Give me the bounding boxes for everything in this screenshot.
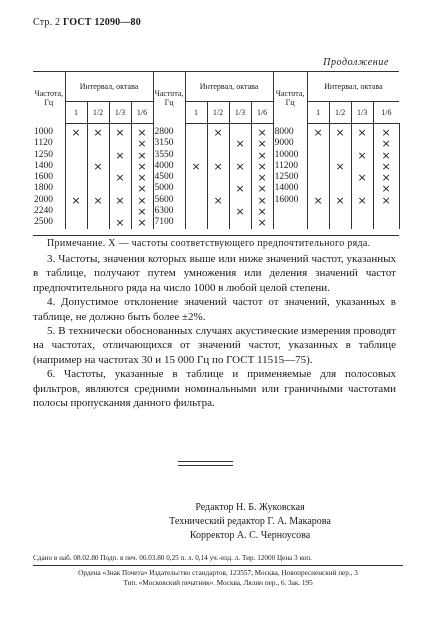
mark-cell: × [131,124,153,139]
publisher-line: Ордена «Знак Почета» Издательство стандартов, 123557, Москва, Новопресненский пер., 3 [78,569,358,577]
mark-cell [65,161,87,172]
mark-cell: × [131,138,153,149]
mark-cell: × [251,183,273,194]
freq-cell: 12500 [273,172,307,183]
printer-line: Тип. «Московский печатник». Москва, Лялин пер., 6. Зак. 195 [123,579,313,587]
page-number: Стр. 2 [33,17,61,28]
mark-cell [185,138,207,149]
mark-cell: × [229,138,251,149]
mark-cell: × [207,161,229,172]
imprint [33,553,403,588]
mark-cell: × [307,124,329,139]
mark-cell [307,138,329,149]
mark-cell [185,206,207,217]
mark-cell: × [131,150,153,161]
separator-line [178,465,233,466]
freq-cell: 6300 [153,206,185,217]
interval-subheader: 1/6 [251,102,273,124]
freq-cell: 4000 [153,161,185,172]
mark-cell: × [131,161,153,172]
freq-cell: 16000 [273,195,307,206]
freq-cell: 1800 [33,183,65,194]
mark-cell: × [109,150,131,161]
mark-cell [87,206,109,217]
mark-cell: × [373,138,399,149]
table-row [33,217,399,228]
mark-cell: × [229,206,251,217]
freq-cell: 3550 [153,150,185,161]
freq-cell: 8000 [273,124,307,139]
freq-header: Частота, Гц [153,72,185,124]
mark-cell: × [351,124,373,139]
mark-cell [185,124,207,139]
interval-subheader: 1/3 [109,102,131,124]
interval-subheader: 1/3 [229,102,251,124]
mark-cell [65,138,87,149]
mark-cell: × [351,172,373,183]
mark-cell: × [251,217,273,228]
mark-cell: × [229,161,251,172]
mark-cell [307,206,329,217]
mark-cell [65,217,87,228]
interval-subheader: 1/2 [207,102,229,124]
mark-cell [87,172,109,183]
mark-cell [373,206,399,217]
mark-cell [329,206,351,217]
table-row [33,195,399,206]
freq-cell: 1120 [33,138,65,149]
table-row [33,172,399,183]
freq-cell: 2500 [33,217,65,228]
mark-cell: × [251,161,273,172]
freq-cell: 10000 [273,150,307,161]
table-note: Примечание. X — частоты соответствующего предпочтительного ряда. [47,238,371,249]
mark-cell [207,217,229,228]
mark-cell: × [251,124,273,139]
interval-subheader: 1/2 [87,102,109,124]
mark-cell [87,138,109,149]
interval-header: Интервал, октава [185,72,273,102]
print-details: Сдано в наб. 08.02.80 Подп. в печ. 06.03.80 0,25 п. л. 0,14 уч.-изд. л. Тир. 12000 Цена 3 коп. [33,553,403,566]
mark-cell: × [87,195,109,206]
mark-cell: × [109,172,131,183]
mark-cell [329,172,351,183]
freq-cell: 9000 [273,138,307,149]
mark-cell [65,150,87,161]
mark-cell: × [373,124,399,139]
mark-cell [307,217,329,228]
freq-cell: 14000 [273,183,307,194]
mark-cell [185,183,207,194]
separator-line [178,461,233,462]
paragraph-4: 4. Допустимое отклонение значений частот от значений, указанных в таблице, не должно быть более ±2%. [33,296,396,323]
mark-cell [109,138,131,149]
freq-cell: 1600 [33,172,65,183]
mark-cell: × [373,183,399,194]
table-row [33,138,399,149]
mark-cell [207,138,229,149]
mark-cell: × [65,195,87,206]
freq-header: Частота, Гц [273,72,307,124]
interval-subheader: 1/6 [131,102,153,124]
freq-cell [273,206,307,217]
mark-cell: × [307,195,329,206]
tech-editor-credit: Технический редактор Г. А. Макарова [169,516,331,528]
freq-cell: 7100 [153,217,185,228]
mark-cell: × [109,124,131,139]
mark-cell [229,217,251,228]
table-row [33,124,399,139]
page-header [33,17,141,28]
mark-cell [307,150,329,161]
mark-cell: × [87,124,109,139]
mark-cell: × [207,124,229,139]
table-row [33,206,399,217]
mark-cell: × [251,150,273,161]
mark-cell: × [207,195,229,206]
mark-cell [351,217,373,228]
interval-header: Интервал, октава [307,72,399,102]
mark-cell [185,195,207,206]
mark-cell: × [251,172,273,183]
mark-cell [65,172,87,183]
mark-cell: × [109,195,131,206]
mark-cell: × [87,161,109,172]
standard-number: ГОСТ 12090—80 [62,17,141,28]
mark-cell: × [185,161,207,172]
mark-cell: × [65,124,87,139]
freq-cell: 3150 [153,138,185,149]
mark-cell [185,172,207,183]
mark-cell: × [131,172,153,183]
freq-cell: 5600 [153,195,185,206]
freq-cell: 4500 [153,172,185,183]
mark-cell [207,206,229,217]
mark-cell [329,138,351,149]
mark-cell: × [373,172,399,183]
mark-cell: × [251,206,273,217]
mark-cell: × [251,195,273,206]
interval-subheader: 1 [185,102,207,124]
freq-cell: 2800 [153,124,185,139]
freq-cell [273,217,307,228]
mark-cell [351,138,373,149]
editor-credit: Редактор Н. Б. Жуковская [195,502,305,513]
interval-header: Интервал, октава [65,72,153,102]
mark-cell: × [373,161,399,172]
frequency-table [33,72,400,229]
mark-cell [307,161,329,172]
mark-cell: × [373,195,399,206]
freq-cell: 1250 [33,150,65,161]
freq-cell: 1400 [33,161,65,172]
interval-subheader: 1/3 [351,102,373,124]
mark-cell: × [251,138,273,149]
mark-cell [65,206,87,217]
table-row [33,161,399,172]
mark-cell: × [373,150,399,161]
freq-cell: 2240 [33,206,65,217]
mark-cell: × [329,195,351,206]
freq-cell: 2000 [33,195,65,206]
credits [100,501,400,544]
mark-cell: × [351,195,373,206]
interval-subheader: 1 [65,102,87,124]
freq-header: Частота, Гц [33,72,65,124]
mark-cell: × [131,183,153,194]
paragraph-5: 5. В технически обоснованных случаях акустические измерения проводят на частотах, отличающихся от значений частот, указанных в таблице (например на частотах 30 и 15 000 Гц по ГОСТ 11515—75). [33,325,396,366]
mark-cell [329,217,351,228]
table-body [33,124,399,229]
mark-cell [185,217,207,228]
proofreader-credit: Корректор А. С. Черноусова [189,530,311,542]
mark-cell [307,172,329,183]
body-text [33,252,396,410]
table-bottom-rule [33,235,399,236]
paragraph-6: 6. Частоты, указанные в таблице и применяемые для полосовых фильтров, являются средними номинальными или граничными частотами полосы пропускания данного фильтра. [33,368,396,410]
mark-cell: × [229,183,251,194]
mark-cell: × [329,124,351,139]
freq-cell: 11200 [273,161,307,172]
mark-cell [87,217,109,228]
mark-cell: × [351,150,373,161]
paragraph-3: 3. Частоты, значения которых выше или ниже значений частот, указанных в таблице, получают путем умножения или деления значений частот предпочтительного ряда на число 1000 в любой целой степени. [33,253,396,294]
interval-subheader: 1 [307,102,329,124]
mark-cell [207,172,229,183]
mark-cell: × [329,161,351,172]
mark-cell: × [109,217,131,228]
interval-subheader: 1/2 [329,102,351,124]
freq-cell: 5000 [153,183,185,194]
mark-cell: × [131,206,153,217]
mark-cell: × [131,195,153,206]
mark-cell [229,124,251,139]
continuation-label: Продолжение [323,57,389,68]
interval-subheader: 1/6 [373,102,399,124]
mark-cell [373,217,399,228]
mark-cell [351,206,373,217]
mark-cell: × [131,217,153,228]
freq-cell: 1000 [33,124,65,139]
